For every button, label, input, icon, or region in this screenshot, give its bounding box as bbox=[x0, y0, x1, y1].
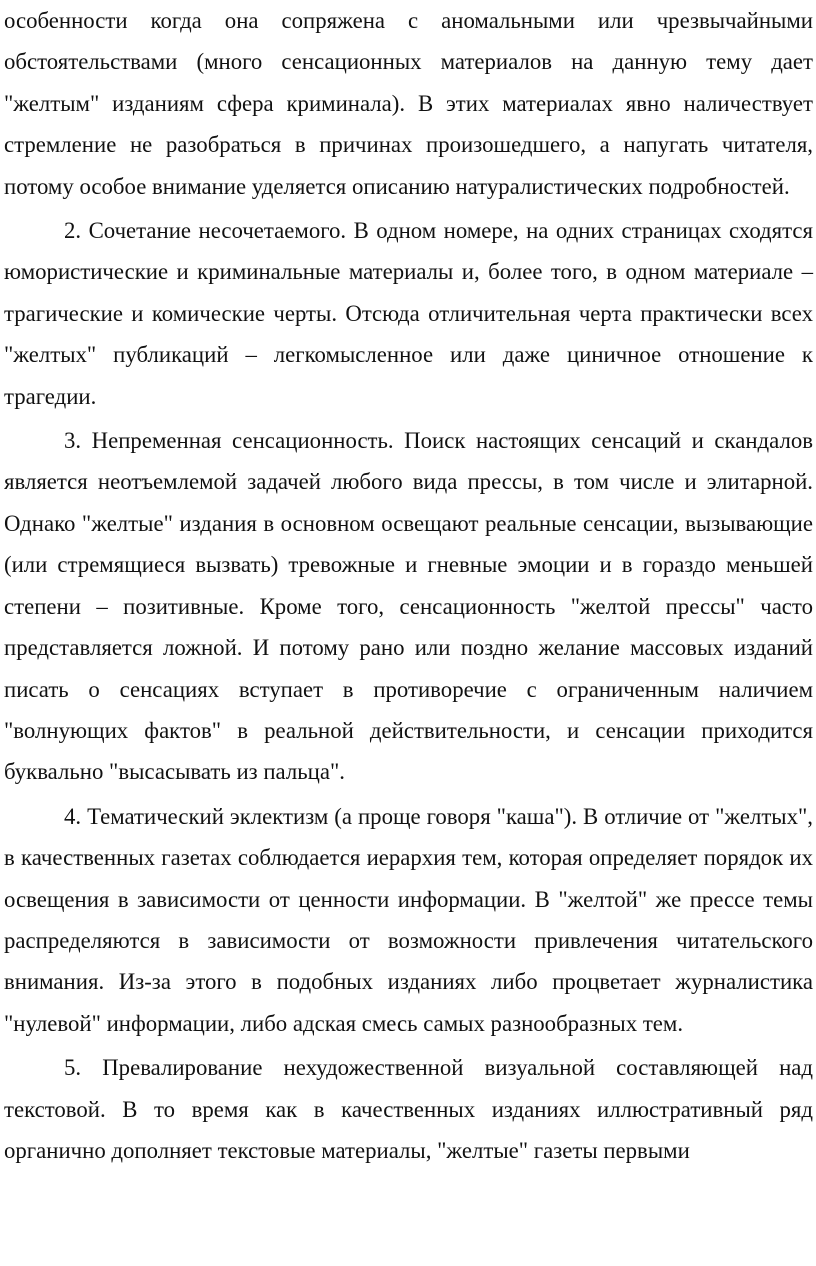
paragraph-continued: особенности когда она сопряжена с аномальными или чрезвычайными обстоятельствами (много сенсационных материалов на данную тему дает "желтым" изданиям сфера криминала). В этих материалах явно наличествует стремление не разобраться в причинах произошедшего, а напугать читателя, потому особое внимание уделяется описанию натуралистических подробностей. bbox=[4, 8, 813, 199]
paragraph-item-2: 2. Сочетание несочетаемого. В одном номере, на одних страницах сходятся юмористические и криминальные материалы и, более того, в одном материале – трагические и комические черты. Отсюда отличительная черта практически всех "желтых" публикаций – легкомысленное или даже циничное отношение к трагедии. bbox=[4, 218, 813, 409]
paragraph-item-4: 4. Тематический эклектизм (а проще говоря "каша"). В отличие от "желтых", в качественных газетах соблюдается иерархия тем, которая определяет порядок их освещения в зависимости от ценности информации. В "желтой" же прессе темы распределяются в зависимости от возможности привлечения читательского внимания. Из-за этого в подобных изданиях либо процветает журналистика "нулевой" информации, либо адская смесь самых разнообразных тем. bbox=[4, 803, 813, 1036]
paragraph-item-3: 3. Непременная сенсационность. Поиск настоящих сенсаций и скандалов является неотъемлемой задачей любого вида прессы, в том числе и элитарной. Однако "желтые" издания в основном освещают реальные сенсации, вызывающие (или стремящиеся вызвать) тревожные и гневные эмоции и в гораздо меньшей степени – позитивные. Кроме того, сенсационность "желтой прессы" часто представляется ложной. И потому рано или поздно желание массовых изданий писать о сенсациях вступает в противоречие с ограниченным наличием "волнующих фактов" в реальной действительности, и сенсации приходится буквально "высасывать из пальца". bbox=[4, 428, 813, 785]
paragraph-item-5: 5. Превалирование нехудожественной визуальной составляющей над текстовой. В то время как в качественных изданиях иллюстративный ряд органично дополняет текстовые материалы, "желтые" газеты первыми bbox=[4, 1055, 813, 1163]
